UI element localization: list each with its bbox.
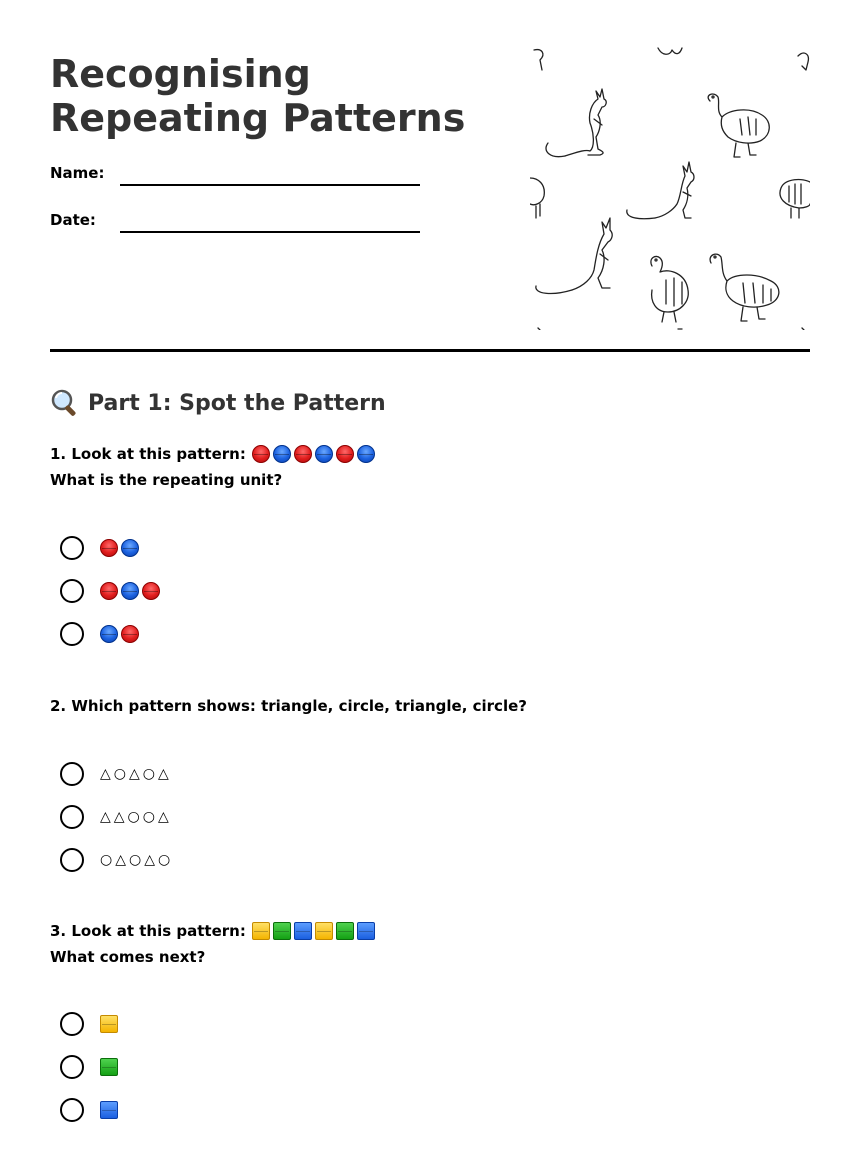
green-square-icon [336, 922, 354, 940]
question-1-prompt-row [50, 441, 810, 467]
yellow-square-icon [315, 922, 333, 940]
yellow-square-icon [252, 922, 270, 940]
name-label: Name: [50, 164, 105, 182]
radio-button[interactable] [60, 536, 84, 560]
red-circle-icon [252, 445, 270, 463]
blue-square-icon [357, 922, 375, 940]
date-write-line[interactable] [120, 231, 420, 233]
blue-circle-icon [121, 582, 139, 600]
radio-button[interactable] [60, 1055, 84, 1079]
yellow-square-icon [100, 1015, 118, 1033]
question-2-option-b[interactable] [60, 804, 172, 830]
radio-button[interactable] [60, 762, 84, 786]
question-1-option-b[interactable] [60, 578, 160, 604]
blue-circle-icon [273, 445, 291, 463]
date-label: Date: [50, 211, 96, 229]
question-2-option-a[interactable] [60, 761, 172, 787]
blue-square-icon [294, 922, 312, 940]
green-square-icon [100, 1058, 118, 1076]
red-circle-icon [121, 625, 139, 643]
question-1-option-a[interactable] [60, 535, 139, 561]
option-shapes-text: ○△○△○ [100, 852, 174, 868]
red-circle-icon [294, 445, 312, 463]
kangaroo-icon [546, 89, 606, 157]
question-2-prompt: 2. Which pattern shows: triangle, circle, triangle, circle? [50, 697, 527, 715]
blue-circle-icon [315, 445, 333, 463]
emu-icon [708, 94, 769, 157]
question-3-option-c[interactable] [60, 1097, 118, 1123]
name-field[interactable] [50, 164, 430, 188]
emu-icon [710, 254, 779, 321]
page-title: Recognising Repeating Patterns [50, 52, 466, 140]
question-1-option-c[interactable] [60, 621, 139, 647]
worksheet-header [50, 0, 810, 352]
question-2 [50, 693, 810, 719]
question-3-option-a[interactable] [60, 1011, 118, 1037]
cassowary-icon [530, 178, 544, 218]
radio-button[interactable] [60, 1012, 84, 1036]
name-write-line[interactable] [120, 184, 420, 186]
question-1 [50, 441, 810, 493]
radio-button[interactable] [60, 1098, 84, 1122]
red-circle-icon [100, 582, 118, 600]
cassowary-icon [780, 180, 810, 218]
option-pattern [100, 625, 139, 643]
radio-button[interactable] [60, 848, 84, 872]
option-pattern [100, 582, 160, 600]
question-3-pattern [252, 922, 375, 940]
question-3-option-b[interactable] [60, 1054, 118, 1080]
question-1-subprompt: What is the repeating unit? [50, 471, 283, 489]
kangaroo-icon [627, 162, 694, 219]
australian-animals-illustration [530, 46, 810, 330]
radio-button[interactable] [60, 622, 84, 646]
question-3 [50, 918, 810, 970]
question-3-subprompt: What comes next? [50, 948, 206, 966]
question-3-prompt-row [50, 918, 810, 944]
blue-circle-icon [357, 445, 375, 463]
radio-button[interactable] [60, 805, 84, 829]
section-heading-part-1 [50, 388, 386, 418]
red-circle-icon [336, 445, 354, 463]
option-shapes-text: △○△○△ [100, 766, 172, 782]
red-circle-icon [142, 582, 160, 600]
red-circle-icon [100, 539, 118, 557]
blue-square-icon [100, 1101, 118, 1119]
green-square-icon [273, 922, 291, 940]
question-1-pattern [252, 445, 375, 463]
date-field[interactable] [50, 211, 430, 235]
option-shapes-text: △△○○△ [100, 809, 172, 825]
blue-circle-icon [100, 625, 118, 643]
section-heading-text: Part 1: Spot the Pattern [88, 390, 386, 416]
question-2-option-c[interactable] [60, 847, 173, 873]
radio-button[interactable] [60, 579, 84, 603]
question-1-prompt: 1. Look at this pattern: [50, 445, 246, 463]
blue-circle-icon [121, 539, 139, 557]
magnifying-glass-icon [50, 388, 80, 418]
question-3-prompt: 3. Look at this pattern: [50, 922, 246, 940]
option-pattern [100, 539, 139, 557]
kangaroo-icon [536, 218, 612, 293]
worksheet-page [50, 0, 810, 966]
cassowary-icon [651, 256, 688, 322]
